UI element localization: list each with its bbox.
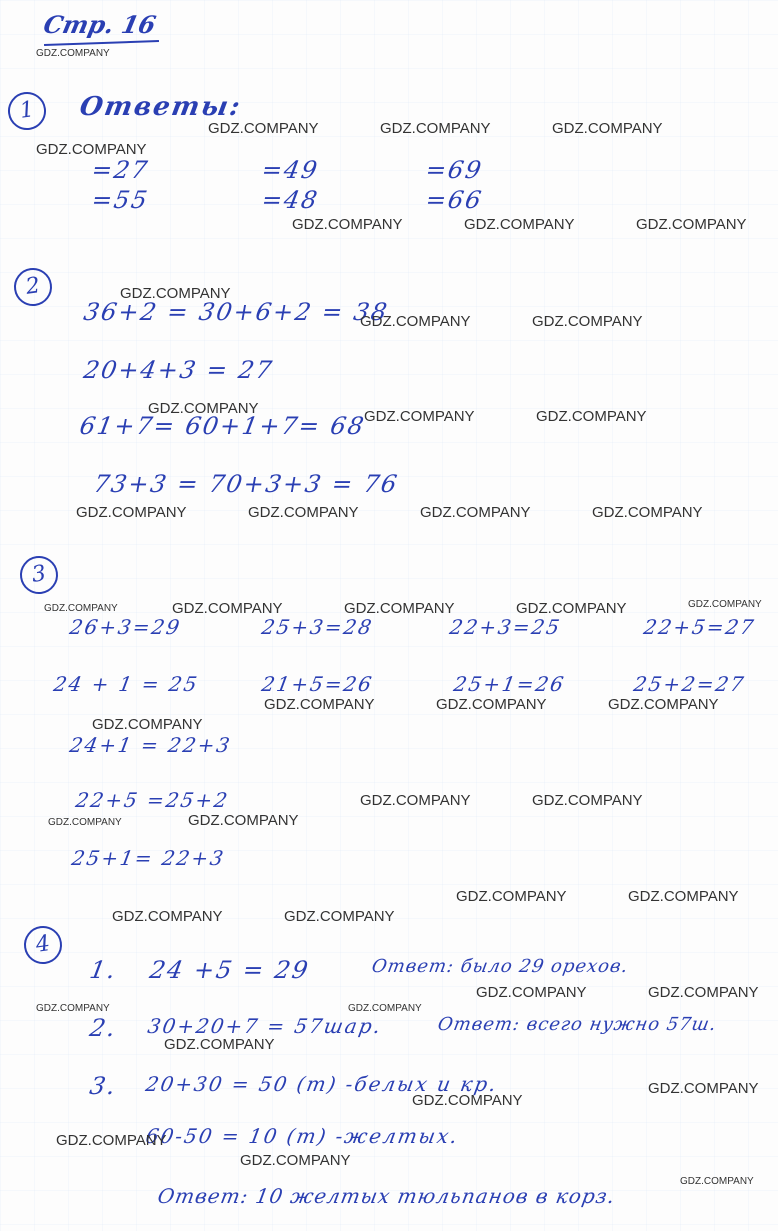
watermark: GDZ.COMPANY xyxy=(36,141,147,158)
task1-line: =49 xyxy=(259,156,322,184)
watermark: GDZ.COMPANY xyxy=(436,696,547,713)
watermark: GDZ.COMPANY xyxy=(636,216,747,233)
watermark: GDZ.COMPANY xyxy=(92,716,203,733)
watermark: GDZ.COMPANY xyxy=(380,120,491,137)
watermark: GDZ.COMPANY xyxy=(292,216,403,233)
watermark: GDZ.COMPANY xyxy=(592,504,703,521)
watermark: GDZ.COMPANY xyxy=(648,1080,759,1097)
watermark: GDZ.COMPANY xyxy=(148,400,259,417)
page-label: Стр. 16 xyxy=(40,10,159,39)
watermark: GDZ.COMPANY xyxy=(164,1036,275,1053)
task3-line: 22+5=27 xyxy=(641,615,758,639)
watermark: GDZ.COMPANY xyxy=(412,1092,523,1109)
watermark: GDZ.COMPANY xyxy=(36,1003,110,1014)
task4-line: Ответ: всего нужно 57ш. xyxy=(436,1014,719,1035)
task4-line: 2. xyxy=(87,1014,120,1042)
task3-line: 21+5=26 xyxy=(259,672,376,696)
watermark: GDZ.COMPANY xyxy=(240,1152,351,1169)
watermark: GDZ.COMPANY xyxy=(420,504,531,521)
watermark: GDZ.COMPANY xyxy=(456,888,567,905)
watermark: GDZ.COMPANY xyxy=(360,792,471,809)
watermark: GDZ.COMPANY xyxy=(76,504,187,521)
task3-line: 22+3=25 xyxy=(447,615,564,639)
task1-line: =48 xyxy=(259,186,322,214)
watermark: GDZ.COMPANY xyxy=(464,216,575,233)
task2-line: 61+7= 60+1+7= 68 xyxy=(77,412,368,440)
task4-line: 3. xyxy=(87,1072,120,1100)
watermark: GDZ.COMPANY xyxy=(188,812,299,829)
task4-line: 1. xyxy=(87,956,120,984)
watermark: GDZ.COMPANY xyxy=(56,1132,167,1149)
watermark: GDZ.COMPANY xyxy=(648,984,759,1001)
header-underline xyxy=(44,40,159,46)
task1-line: =27 xyxy=(89,156,152,184)
task-number-4: 4 xyxy=(22,924,65,967)
task1-line: =55 xyxy=(89,186,152,214)
task3-line: 25+1=26 xyxy=(451,672,568,696)
task4-line: 20+30 = 50 (т) -белых и кр. xyxy=(143,1072,500,1096)
watermark: GDZ.COMPANY xyxy=(344,600,455,617)
task3-line: 25+3=28 xyxy=(259,615,376,639)
watermark: GDZ.COMPANY xyxy=(48,817,122,828)
watermark: GDZ.COMPANY xyxy=(264,696,375,713)
task2-line: 73+3 = 70+3+3 = 76 xyxy=(91,470,401,498)
task3-line: 24+1 = 22+3 xyxy=(67,733,234,757)
watermark: GDZ.COMPANY xyxy=(248,504,359,521)
task3-line: 26+3=29 xyxy=(67,615,184,639)
watermark: GDZ.COMPANY xyxy=(360,313,471,330)
watermark: GDZ.COMPANY xyxy=(476,984,587,1001)
task1-line: =69 xyxy=(423,156,486,184)
task3-line: 22+5 =25+2 xyxy=(73,788,232,812)
task-number-1: 1 xyxy=(6,90,49,133)
task4-line: 24 +5 = 29 xyxy=(147,956,312,984)
task-number-2: 2 xyxy=(12,266,55,309)
watermark: GDZ.COMPANY xyxy=(608,696,719,713)
watermark: GDZ.COMPANY xyxy=(120,285,231,302)
task3-line: 25+1= 22+3 xyxy=(69,846,228,870)
task3-line: 24 + 1 = 25 xyxy=(51,672,201,696)
watermark: GDZ.COMPANY xyxy=(172,600,283,617)
watermark: GDZ.COMPANY xyxy=(552,120,663,137)
watermark: GDZ.COMPANY xyxy=(536,408,647,425)
watermark: GDZ.COMPANY xyxy=(112,908,223,925)
watermark: GDZ.COMPANY xyxy=(208,120,319,137)
task2-line: 20+4+3 = 27 xyxy=(81,356,276,384)
watermark: GDZ.COMPANY xyxy=(680,1176,754,1187)
task4-line: 60-50 = 10 (т) -желтых. xyxy=(143,1124,461,1148)
task4-line: Ответ: было 29 орехов. xyxy=(370,956,631,977)
task4-line: Ответ: 10 желтых тюльпанов в корз. xyxy=(155,1184,618,1208)
task3-line: 25+2=27 xyxy=(631,672,748,696)
watermark: GDZ.COMPANY xyxy=(516,600,627,617)
watermark: GDZ.COMPANY xyxy=(284,908,395,925)
watermark: GDZ.COMPANY xyxy=(532,792,643,809)
watermark: GDZ.COMPANY xyxy=(348,1003,422,1014)
task1-line: Ответы: xyxy=(77,92,244,122)
watermark: GDZ.COMPANY xyxy=(364,408,475,425)
watermark: GDZ.COMPANY xyxy=(532,313,643,330)
task2-line: 36+2 = 30+6+2 = 38 xyxy=(81,298,391,326)
watermark: GDZ.COMPANY xyxy=(688,599,762,610)
task-number-3: 3 xyxy=(18,554,61,597)
task1-line: =66 xyxy=(423,186,486,214)
watermark: GDZ.COMPANY xyxy=(36,48,110,59)
watermark: GDZ.COMPANY xyxy=(628,888,739,905)
task4-line: 30+20+7 = 57шар. xyxy=(145,1014,385,1038)
watermark: GDZ.COMPANY xyxy=(44,603,118,614)
